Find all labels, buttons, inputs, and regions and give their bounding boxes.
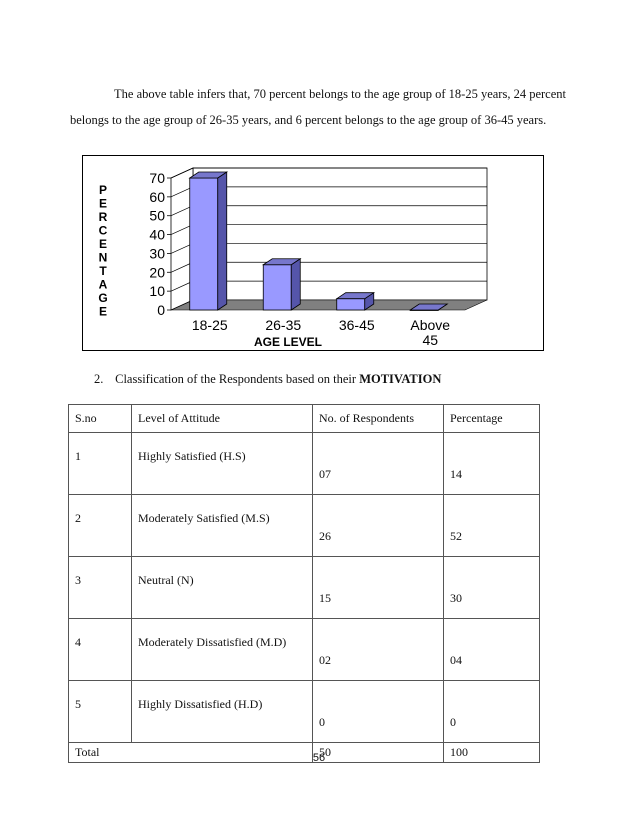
cell-attitude: Moderately Dissatisfied (M.D) — [138, 635, 287, 649]
table-row — [69, 557, 540, 619]
cell-respondents: 26 — [319, 529, 331, 543]
cell-percentage: 52 — [450, 529, 462, 543]
chart-y-tick-label: 50 — [149, 207, 165, 224]
header-percentage: Percentage — [444, 405, 540, 433]
cell-sno: 3 — [75, 573, 81, 587]
intro-paragraph-text: The above table infers that, 70 percent belongs to the age group of 18-25 years, 24 percent belongs to the age group of 26-35 years, and 6 percent belongs to the age group of 36-45 years. — [70, 86, 566, 127]
chart-back-wall — [193, 168, 487, 300]
chart-bar-side — [291, 259, 300, 310]
table-row — [69, 681, 540, 743]
header-level-of-attitude: Level of Attitude — [132, 405, 313, 433]
cell-attitude: Highly Satisfied (H.S) — [138, 449, 246, 463]
chart-y-axis-title-letter: C — [98, 223, 108, 238]
chart-y-tick-label: 20 — [149, 264, 165, 281]
chart-y-tick-label: 70 — [149, 170, 165, 186]
chart-y-tick-label: 40 — [149, 226, 165, 243]
chart-y-axis-title-letter: E — [98, 237, 108, 251]
table-header-row — [69, 405, 540, 433]
cell-percentage: 04 — [450, 653, 462, 667]
table-row — [69, 619, 540, 681]
cell-respondents: 0 — [319, 715, 325, 729]
chart-category-label: Above — [410, 317, 451, 333]
chart-y-tick-label: 60 — [149, 188, 165, 205]
chart-y-axis-title-letter: T — [99, 264, 107, 278]
cell-percentage: 0 — [450, 715, 456, 729]
chart-y-tick-label: 30 — [149, 245, 165, 262]
chart-y-tick-label: 10 — [149, 283, 165, 300]
chart-y-axis-title-letter: P — [98, 183, 108, 197]
section-bold-text: MOTIVATION — [359, 372, 442, 386]
chart-bar-side — [218, 172, 227, 310]
cell-percentage: 14 — [450, 467, 462, 481]
chart-bar — [263, 265, 291, 310]
chart-y-axis-title-letter: A — [98, 277, 108, 292]
cell-respondents: 02 — [319, 653, 331, 667]
section-heading — [94, 372, 441, 387]
chart-y-axis-title-letter: G — [98, 291, 108, 305]
cell-attitude: Neutral (N) — [138, 573, 194, 587]
chart-bar — [337, 299, 365, 310]
chart-category-label: 26-35 — [265, 317, 302, 333]
cell-respondents: 15 — [319, 591, 331, 605]
chart-category-label: 18-25 — [191, 317, 228, 333]
age-level-chart — [82, 155, 544, 351]
cell-sno: 1 — [75, 449, 81, 463]
total-respondents: 50 — [313, 743, 444, 763]
chart-y-axis-title-letter: N — [98, 250, 108, 265]
chart-canvas — [83, 156, 545, 352]
cell-sno: 2 — [75, 511, 81, 525]
cell-sno: 4 — [75, 635, 81, 649]
header-sno: S.no — [69, 405, 132, 433]
cell-percentage: 30 — [450, 591, 462, 605]
intro-paragraph — [70, 81, 566, 133]
motivation-table — [68, 404, 540, 763]
cell-sno: 5 — [75, 697, 81, 711]
total-percentage: 100 — [444, 743, 540, 763]
page-number: 56 — [312, 752, 326, 764]
cell-respondents: 07 — [319, 467, 331, 481]
table-row — [69, 433, 540, 495]
chart-y-axis-title-letter: R — [98, 210, 108, 224]
total-label: Total — [69, 743, 313, 763]
cell-attitude: Moderately Satisfied (M.S) — [138, 511, 270, 525]
chart-y-tick-label: 0 — [157, 302, 165, 318]
section-text: Classification of the Respondents based on their — [115, 372, 360, 386]
chart-bar — [190, 178, 218, 310]
chart-category-label: 36-45 — [338, 317, 375, 333]
section-number: 2. — [94, 372, 104, 386]
chart-category-label: 45 — [422, 332, 439, 348]
header-no-of-respondents: No. of Respondents — [313, 405, 444, 433]
chart-y-axis-title-letter: E — [98, 304, 108, 319]
chart-y-axis-title-letter: E — [98, 196, 108, 211]
cell-attitude: Highly Dissatisfied (H.D) — [138, 697, 263, 711]
table-row — [69, 495, 540, 557]
chart-x-axis-title: AGE LEVEL — [253, 335, 323, 349]
